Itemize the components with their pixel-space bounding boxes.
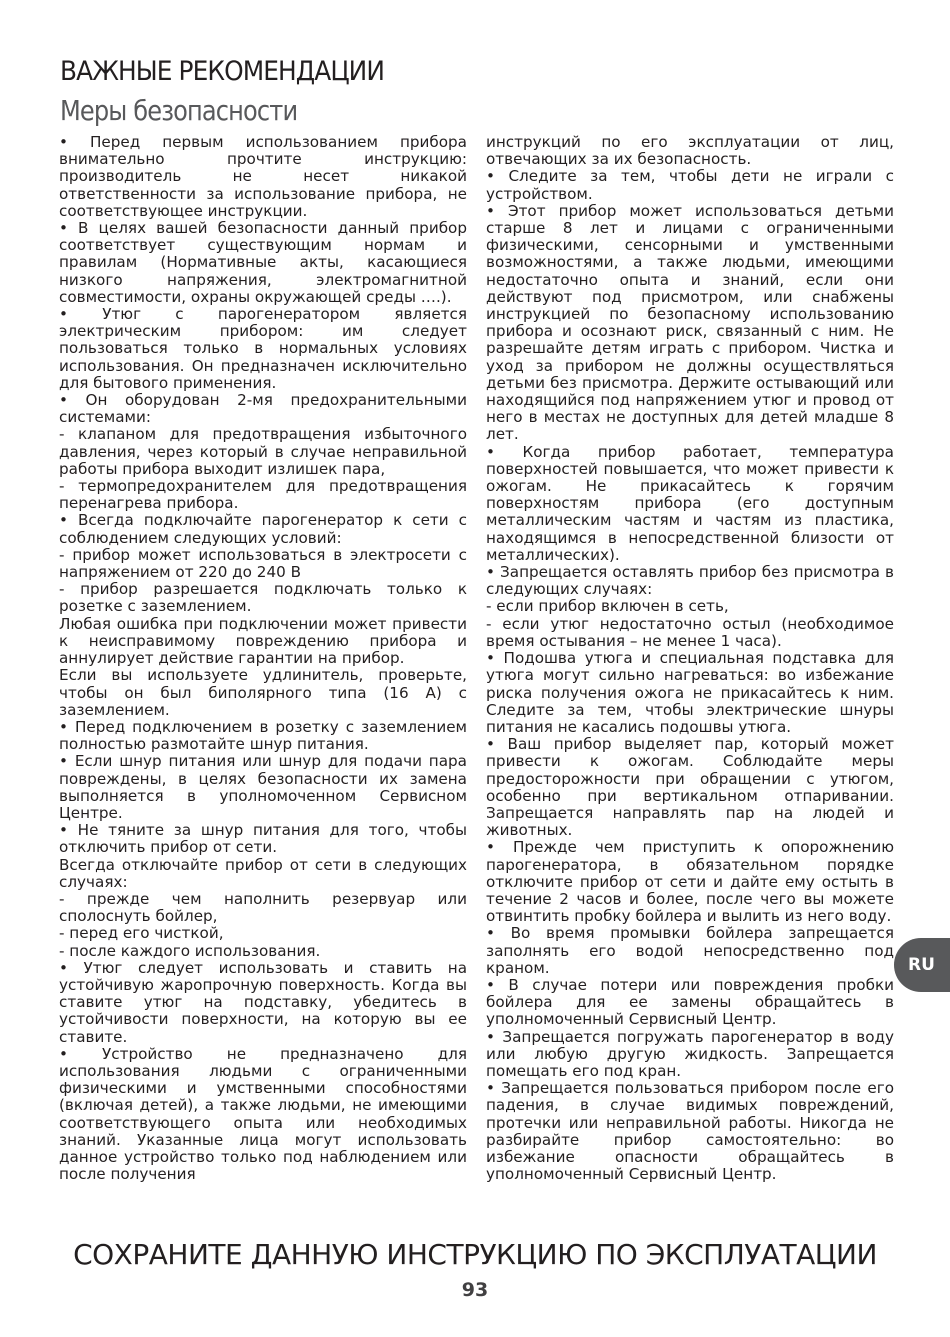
paragraph: - прежде чем наполнить резервуар или сполоснуть бойлер, [59,889,467,926]
left-column [59,134,467,1183]
paragraph: • Подошва утюга и специальная подставка для утюга могут сильно нагреваться: во избежание риска получения ожога не прикасайтесь к ним. Следите за тем, чтобы электрические шнуры питания не касались подошвы утюга. [486,649,894,736]
right-column [486,134,894,1183]
paragraph: • Если шнур питания или шнур для подачи пара повреждены, в целях безопасности их замена выполняется в уполномоченном Сервисном Центре. [59,752,467,822]
paragraph: • Запрещается погружать парогенератор в воду или любую другую жидкость. Запрещается помещать его под кран. [486,1027,894,1080]
paragraph: • Во время промывки бойлера запрещается заполнять его водой непосредственно под краном. [486,924,894,977]
paragraph: • Когда прибор работает, температура поверхностей повышается, что может привести к ожогам. Не прикасайтесь к горячим поверхностям прибора (его доступным металлическим частям и частям из пластика, находящимся в непосредственной близости от металлических). [486,442,894,564]
paragraph: • Всегда подключайте парогенератор к сети с соблюдением следующих условий: [59,511,467,547]
language-tab: RU [894,938,950,992]
paragraph: Если вы используете удлинитель, проверьте, чтобы он был биполярного типа (16 A) с заземлением. [59,666,467,719]
paragraph: • В случае потери или повреждения пробки бойлера для ее замены обращайтесь в уполномоченный Сервисный Центр. [486,975,894,1029]
paragraph: Любая ошибка при подключении может привести к неисправимому повреждению прибора и аннулирует действие гарантии на прибор. [59,614,467,668]
paragraph: • Запрещается пользоваться прибором после его падения, в случае видимых повреждений, протечки или неправильной работы. Никогда не разбирайте прибор самостоятельно: во избежание опасности обращайтесь в уполномоченный Сервисный Центр. [486,1079,894,1184]
page-number: 93 [461,1279,489,1301]
paragraph: - если прибор включен в сеть, [486,597,729,616]
paragraph: инструкций по его эксплуатации от лиц, отвечающих за их безопасность. [486,133,894,169]
paragraph: - клапаном для предотвращения избыточного давления, через который в случае неправильной работы прибора выходит излишек пара, [59,425,467,478]
paragraph: - прибор может использоваться в электросети с напряжением от 220 до 240 В [59,545,467,582]
paragraph: Всегда отключайте прибор от сети в следующих случаях: [59,855,467,891]
paragraph: • Устройство не предназначено для использования людьми с ограниченными физическими и умственными способностями (включая детей), а также людьми, не имеющими соответствующего опыта или необходимых знаний. Указанные лица могут использовать данное устройство только под наблюдением или после получения [59,1044,467,1184]
paragraph: - если утюг недостаточно остыл (необходимое время остывания – не менее 1 часа). [486,614,894,650]
paragraph: • В целях вашей безопасности данный прибор соответствует существующим нормам и правилам (Нормативные акты, касающиеся низкого напряжения, электромагнитной совместимости, охраны окружающей среды ….). [59,219,467,306]
paragraph: - перед его чисткой, [59,924,224,943]
page-title: ВАЖНЫЕ РЕКОМЕНДАЦИИ [60,56,385,87]
section-subtitle: Меры безопасности [60,94,298,127]
paragraph: • Прежде чем приступить к опорожнению парогенератора, в обязательном порядке отключите прибор от сети и дайте ему остыть в течение 2 часов и более, после чего вы можете отвинтить пробку бойлера и вылить из него воду. [486,838,894,926]
paragraph: • Ваш прибор выделяет пар, который может привести к ожогам. Соблюдайте меры предосторожности при обращении с утюгом, особенно при вертикальном отпаривании. Запрещается направлять пар на людей и животных. [486,735,894,840]
paragraph: - прибор разрешается подключать только к розетке с заземлением. [59,580,467,616]
paragraph: • Не тяните за шнур питания для того, чтобы отключить прибор от сети. [59,821,467,857]
paragraph: • Следите за тем, чтобы дети не играли с устройством. [486,167,894,203]
paragraph: • Утюг следует использовать и ставить на устойчивую жаропрочную поверхность. Когда вы ставите утюг на подставку, убедитесь в устойчивости поверхности, на которую вы ее ставите. [59,958,467,1046]
paragraph: - после каждого использования. [59,941,321,960]
paragraph: • Он оборудован 2-мя предохранительными системами: [59,391,467,427]
paragraph: - термопредохранителем для предотвращения перенагрева прибора. [59,477,467,513]
paragraph: • Запрещается оставлять прибор без присмотра в следующих случаях: [486,563,894,599]
paragraph: • Утюг с парогенератором является электрическим прибором: им следует пользоваться только в нормальных условиях использования. Он предназначен исключительно для бытового применения. [59,305,467,392]
paragraph: • Перед подключением в розетку с заземлением полностью размотайте шнур питания. [59,717,467,754]
paragraph: • Этот прибор может использоваться детьми старше 8 лет и лицами с ограниченными физическими, сенсорными и умственными возможностями, а также людьми, имеющими недостаточно опыта и знаний, если они действуют под присмотром, или снабжены инструкцией по безопасному использованию прибора и осознают риск, связанный с ним. Не разрешайте детям играть с прибором. Чистка и уход за прибором не должны осуществляться детьми без присмотра. Держите остывающий или находящийся под напряжением утюг и провод от него в местах не доступных для детей младше 8 лет. [486,201,894,444]
footer-title: СОХРАНИТЕ ДАННУЮ ИНСТРУКЦИЮ ПО ЭКСПЛУАТАЦИИ [73,1238,877,1271]
paragraph: • Перед первым использованием прибора внимательно прочтите инструкцию: производитель не несет никакой ответственности за использование прибора, не соответствующее инструкции. [59,133,467,220]
